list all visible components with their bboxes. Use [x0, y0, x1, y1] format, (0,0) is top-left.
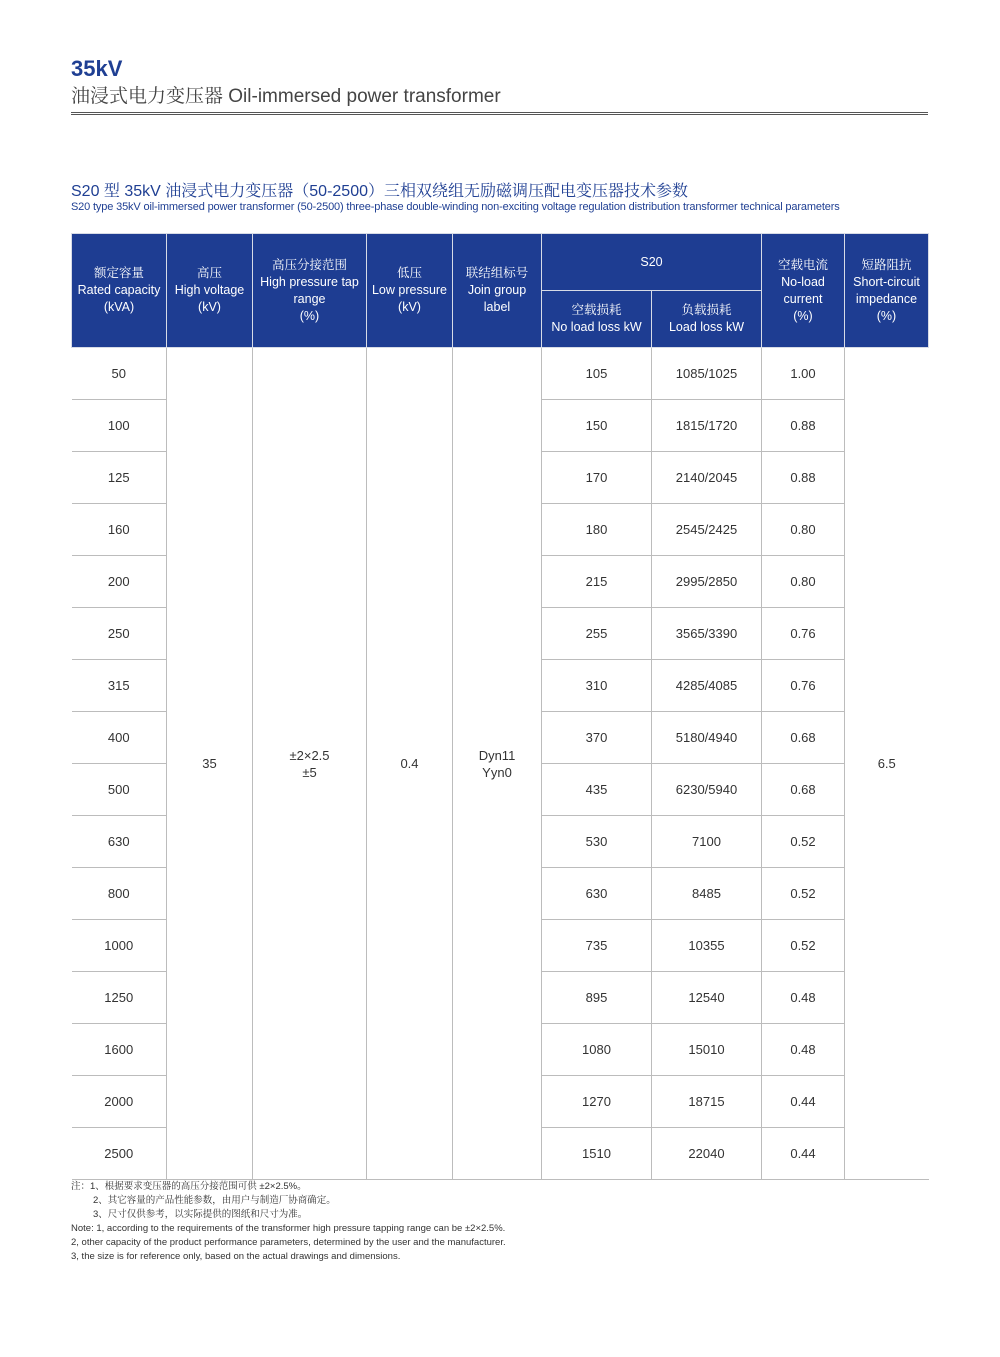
cell-capacity: 500 — [72, 764, 167, 816]
cell-capacity: 1600 — [72, 1024, 167, 1076]
col-load-loss — [652, 291, 762, 348]
cell-current: 0.88 — [762, 452, 845, 504]
col-high-voltage-en: High voltage — [174, 283, 245, 297]
col-no-load-loss-en: No load loss kW — [551, 320, 642, 334]
cell-load-loss: 2545/2425 — [652, 504, 762, 556]
cell-high-voltage: 35 — [167, 348, 253, 1180]
cell-no-load-loss: 105 — [542, 348, 652, 400]
col-tap-range-en2: range — [293, 291, 326, 306]
cell-current: 0.48 — [762, 972, 845, 1024]
cell-no-load-loss: 150 — [542, 400, 652, 452]
cell-capacity: 800 — [72, 868, 167, 920]
col-rated-capacity-cn: 额定容量 — [93, 266, 144, 280]
cell-no-load-loss: 215 — [542, 556, 652, 608]
cell-capacity: 630 — [72, 816, 167, 868]
cell-current: 0.76 — [762, 608, 845, 660]
cell-no-load-loss: 170 — [542, 452, 652, 504]
cell-no-load-loss: 1080 — [542, 1024, 652, 1076]
table-subtitle: S20 type 35kV oil-immersed power transformer (50-2500) three-phase double-winding non-exciting voltage regulation distribution transformer technical parameters — [71, 201, 840, 213]
cell-load-loss: 7100 — [652, 816, 762, 868]
cell-load-loss: 12540 — [652, 972, 762, 1024]
cell-load-loss: 1815/1720 — [652, 400, 762, 452]
col-impedance-cn: 短路阻抗 — [861, 257, 912, 272]
cell-current: 0.52 — [762, 816, 845, 868]
cell-current: 1.00 — [762, 348, 845, 400]
cell-capacity: 1000 — [72, 920, 167, 972]
cell-tap-range-2: ±5 — [302, 764, 317, 780]
cell-load-loss: 22040 — [652, 1128, 762, 1180]
cell-impedance: 6.5 — [845, 348, 929, 1180]
col-join-group — [453, 234, 542, 348]
table-notes — [71, 1180, 506, 1264]
cell-capacity: 100 — [72, 400, 167, 452]
note-en-1: Note: 1, according to the requirements of the transformer high pressure tapping range can be ±2×2.5%. — [71, 1223, 506, 1234]
cell-low-pressure: 0.4 — [367, 348, 453, 1180]
col-high-voltage-cn: 高压 — [196, 266, 222, 280]
col-load-loss-cn: 负载损耗 — [681, 303, 732, 317]
cell-join-group — [453, 348, 542, 1180]
col-impedance-unit: (%) — [876, 308, 897, 323]
col-low-pressure-en: Low pressure — [371, 283, 448, 297]
col-no-load-current-en1: No-load — [781, 274, 825, 289]
cell-no-load-loss: 310 — [542, 660, 652, 712]
header-divider — [71, 112, 928, 115]
cell-capacity: 400 — [72, 712, 167, 764]
cell-current: 0.68 — [762, 764, 845, 816]
col-no-load-loss — [542, 291, 652, 348]
col-tap-range-en1: High pressure tap — [260, 274, 359, 289]
col-no-load-current — [762, 234, 845, 348]
col-load-loss-en: Load loss kW — [668, 320, 745, 334]
cell-no-load-loss: 180 — [542, 504, 652, 556]
cell-no-load-loss: 370 — [542, 712, 652, 764]
cell-no-load-loss: 530 — [542, 816, 652, 868]
col-high-voltage — [167, 234, 253, 348]
col-no-load-current-en2: current — [783, 291, 823, 306]
cell-capacity: 315 — [72, 660, 167, 712]
cell-current: 0.76 — [762, 660, 845, 712]
col-impedance-en2: impedance — [855, 291, 918, 306]
note-cn-2: 2、其它容量的产品性能参数，由用户与制造厂协商确定。 — [93, 1195, 336, 1206]
col-tap-range-unit: (%) — [299, 308, 320, 323]
cell-no-load-loss: 735 — [542, 920, 652, 972]
cell-load-loss: 5180/4940 — [652, 712, 762, 764]
cell-load-loss: 3565/3390 — [652, 608, 762, 660]
cell-current: 0.80 — [762, 504, 845, 556]
note-cn-1: 注：1、根据要求变压器的高压分接范围可供 ±2×2.5%。 — [71, 1181, 307, 1192]
col-low-pressure-cn: 低压 — [396, 266, 422, 280]
product-subtitle: 油浸式电力变压器 Oil-immersed power transformer — [71, 86, 501, 107]
col-join-group-cn: 联结组标号 — [465, 266, 529, 280]
table-title: S20 型 35kV 油浸式电力变压器（50-2500）三相双绕组无励磁调压配电变压器技术参数 — [71, 183, 688, 200]
cell-current: 0.52 — [762, 868, 845, 920]
cell-current: 0.48 — [762, 1024, 845, 1076]
table-row — [72, 348, 929, 400]
note-cn-3: 3、尺寸仅供参考，以实际提供的图纸和尺寸为准。 — [93, 1209, 308, 1220]
cell-current: 0.68 — [762, 712, 845, 764]
cell-capacity: 1250 — [72, 972, 167, 1024]
col-tap-range — [253, 234, 367, 348]
cell-load-loss: 10355 — [652, 920, 762, 972]
cell-load-loss: 2140/2045 — [652, 452, 762, 504]
note-en-3: 3, the size is for reference only, based on the actual drawings and dimensions. — [71, 1251, 401, 1262]
col-join-group-en1: Join group — [467, 283, 527, 297]
col-group-s20: S20 — [542, 234, 762, 291]
col-low-pressure — [367, 234, 453, 348]
cell-capacity: 160 — [72, 504, 167, 556]
cell-no-load-loss: 1270 — [542, 1076, 652, 1128]
cell-capacity: 50 — [72, 348, 167, 400]
cell-current: 0.44 — [762, 1128, 845, 1180]
col-join-group-en2: label — [483, 300, 511, 314]
cell-current: 0.88 — [762, 400, 845, 452]
note-en-2: 2, other capacity of the product performance parameters, determined by the user and the manufacturer. — [71, 1237, 506, 1248]
cell-load-loss: 8485 — [652, 868, 762, 920]
cell-capacity: 125 — [72, 452, 167, 504]
cell-no-load-loss: 255 — [542, 608, 652, 660]
cell-no-load-loss: 895 — [542, 972, 652, 1024]
col-no-load-loss-cn: 空载损耗 — [571, 303, 622, 317]
col-tap-range-cn: 高压分接范围 — [271, 257, 347, 272]
cell-tap-range-1: ±2×2.5 — [289, 747, 330, 763]
col-rated-capacity-unit: (kVA) — [103, 300, 135, 314]
cell-load-loss: 1085/1025 — [652, 348, 762, 400]
col-impedance — [845, 234, 929, 348]
cell-no-load-loss: 435 — [542, 764, 652, 816]
col-no-load-current-unit: (%) — [793, 308, 813, 323]
spec-table — [71, 233, 929, 1180]
cell-load-loss: 18715 — [652, 1076, 762, 1128]
cell-capacity: 250 — [72, 608, 167, 660]
col-impedance-en1: Short-circuit — [853, 274, 920, 289]
col-no-load-current-cn: 空载电流 — [777, 257, 828, 272]
col-rated-capacity — [72, 234, 167, 348]
col-rated-capacity-en: Rated capacity — [77, 283, 161, 297]
cell-load-loss: 2995/2850 — [652, 556, 762, 608]
cell-capacity: 200 — [72, 556, 167, 608]
cell-current: 0.80 — [762, 556, 845, 608]
cell-no-load-loss: 1510 — [542, 1128, 652, 1180]
cell-load-loss: 6230/5940 — [652, 764, 762, 816]
cell-tap-range — [253, 348, 367, 1180]
col-high-voltage-unit: (kV) — [198, 300, 221, 314]
cell-load-loss: 15010 — [652, 1024, 762, 1076]
cell-capacity: 2500 — [72, 1128, 167, 1180]
cell-no-load-loss: 630 — [542, 868, 652, 920]
cell-current: 0.52 — [762, 920, 845, 972]
cell-load-loss: 4285/4085 — [652, 660, 762, 712]
page-header — [71, 56, 928, 110]
cell-capacity: 2000 — [72, 1076, 167, 1128]
voltage-heading: 35kV — [71, 56, 123, 81]
col-low-pressure-unit: (kV) — [398, 300, 421, 314]
cell-join-group-1: Dyn11 — [478, 747, 516, 763]
cell-join-group-2: Yyn0 — [482, 764, 512, 780]
cell-current: 0.44 — [762, 1076, 845, 1128]
